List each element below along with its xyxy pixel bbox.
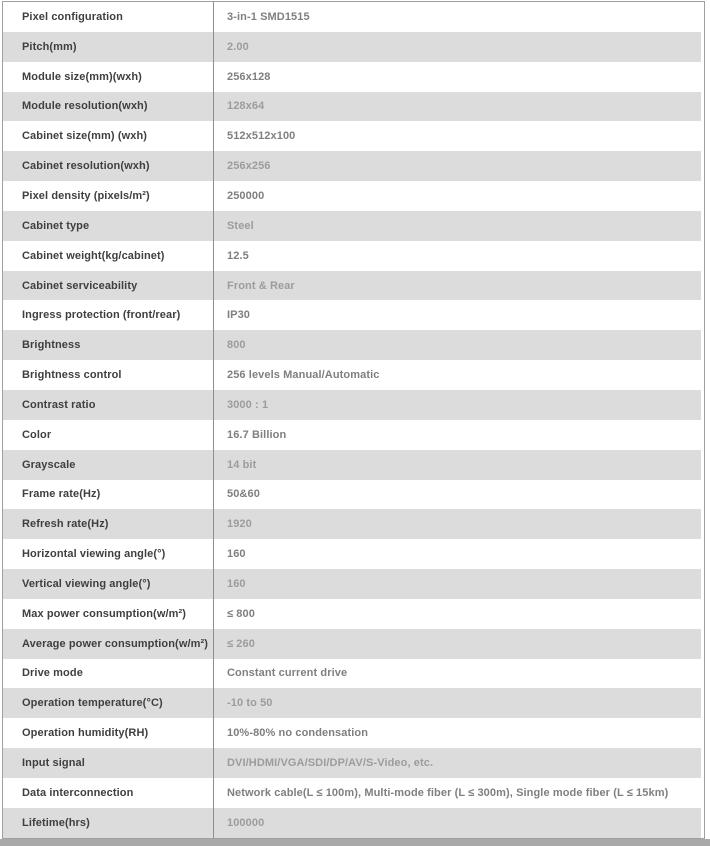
spec-label: Ingress protection (front/rear) [22, 309, 181, 322]
spec-value: Front & Rear [227, 279, 295, 292]
spec-value: 256x128 [227, 70, 271, 83]
spec-row [3, 271, 704, 301]
spec-label: Max power consumption(w/m²) [22, 607, 187, 620]
column-divider [213, 2, 214, 838]
spec-row [3, 539, 704, 569]
spec-row [3, 62, 704, 92]
spec-value: 50&60 [227, 488, 260, 501]
spec-label: Cabinet size(mm) (wxh) [22, 130, 148, 143]
spec-row [3, 808, 704, 838]
spec-label: Data interconnection [22, 786, 134, 799]
spec-row [3, 480, 704, 510]
spec-label: Pixel configuration [22, 10, 123, 23]
spec-label: Cabinet type [22, 219, 90, 232]
spec-row [3, 241, 704, 271]
spec-label: Module size(mm)(wxh) [22, 70, 142, 83]
specifications-table [2, 1, 705, 839]
spec-label: Module resolution(wxh) [22, 100, 148, 113]
spec-label: Contrast ratio [22, 398, 96, 411]
spec-value: Network cable(L ≤ 100m), Multi-mode fiber (L ≤ 300m), Single mode fiber (L ≤ 15km) [227, 786, 669, 799]
spec-value: 160 [227, 548, 246, 561]
spec-value: ≤ 260 [227, 637, 255, 650]
spec-row [3, 718, 704, 748]
spec-label: Refresh rate(Hz) [22, 518, 109, 531]
spec-row [3, 300, 704, 330]
spec-row [3, 121, 704, 151]
spec-row [3, 509, 704, 539]
spec-row [3, 688, 704, 718]
spec-label: Pixel density (pixels/m²) [22, 189, 150, 202]
spec-label: Operation humidity(RH) [22, 727, 149, 740]
spec-value: 3-in-1 SMD1515 [227, 10, 310, 23]
spec-value: 10%-80% no condensation [227, 727, 369, 740]
spec-row [3, 92, 704, 122]
spec-label: Cabinet serviceability [22, 279, 138, 292]
spec-value: -10 to 50 [227, 697, 273, 710]
spec-label: Pitch(mm) [22, 40, 77, 53]
spec-value: DVI/HDMI/VGA/SDI/DP/AV/S-Video, etc. [227, 757, 434, 770]
spec-row [3, 390, 704, 420]
spec-row [3, 569, 704, 599]
spec-label: Operation temperature(°C) [22, 697, 163, 710]
spec-value: ≤ 800 [227, 607, 255, 620]
spec-row [3, 181, 704, 211]
spec-value: 128x64 [227, 100, 265, 113]
spec-value: 16.7 Billion [227, 428, 287, 441]
spec-value: IP30 [227, 309, 251, 322]
spec-label: Color [22, 428, 52, 441]
spec-value: Constant current drive [227, 667, 348, 680]
spec-value: 256 levels Manual/Automatic [227, 369, 380, 382]
spec-value: 14 bit [227, 458, 257, 471]
spec-row [3, 32, 704, 62]
spec-label: Average power consumption(w/m²) [22, 637, 209, 650]
spec-label: Input signal [22, 757, 85, 770]
spec-row [3, 778, 704, 808]
spec-row [3, 450, 704, 480]
spec-label: Cabinet weight(kg/cabinet) [22, 249, 165, 262]
spec-row [3, 659, 704, 689]
spec-label: Vertical viewing angle(°) [22, 577, 151, 590]
spec-row [3, 599, 704, 629]
spec-label: Cabinet resolution(wxh) [22, 160, 150, 173]
spec-row [3, 420, 704, 450]
spec-value: 800 [227, 339, 246, 352]
spec-label: Frame rate(Hz) [22, 488, 101, 501]
spec-value: 3000 : 1 [227, 398, 269, 411]
spec-value: 1920 [227, 518, 252, 531]
spec-label: Drive mode [22, 667, 83, 680]
spec-row [3, 748, 704, 778]
spec-value: 12.5 [227, 249, 249, 262]
spec-label: Grayscale [22, 458, 76, 471]
spec-value: Steel [227, 219, 254, 232]
spec-row [3, 629, 704, 659]
spec-row [3, 211, 704, 241]
spec-value: 160 [227, 577, 246, 590]
section-divider-bar [0, 839, 710, 846]
spec-label: Lifetime(hrs) [22, 816, 90, 829]
spec-value: 2.00 [227, 40, 249, 53]
spec-row [3, 2, 704, 32]
spec-label: Brightness control [22, 369, 122, 382]
spec-value: 100000 [227, 816, 265, 829]
spec-row [3, 330, 704, 360]
spec-value: 250000 [227, 189, 265, 202]
spec-label: Brightness [22, 339, 81, 352]
spec-row [3, 360, 704, 390]
spec-row [3, 151, 704, 181]
spec-rows [3, 2, 704, 838]
spec-value: 256x256 [227, 160, 271, 173]
spec-value: 512x512x100 [227, 130, 296, 143]
spec-label: Horizontal viewing angle(°) [22, 548, 166, 561]
